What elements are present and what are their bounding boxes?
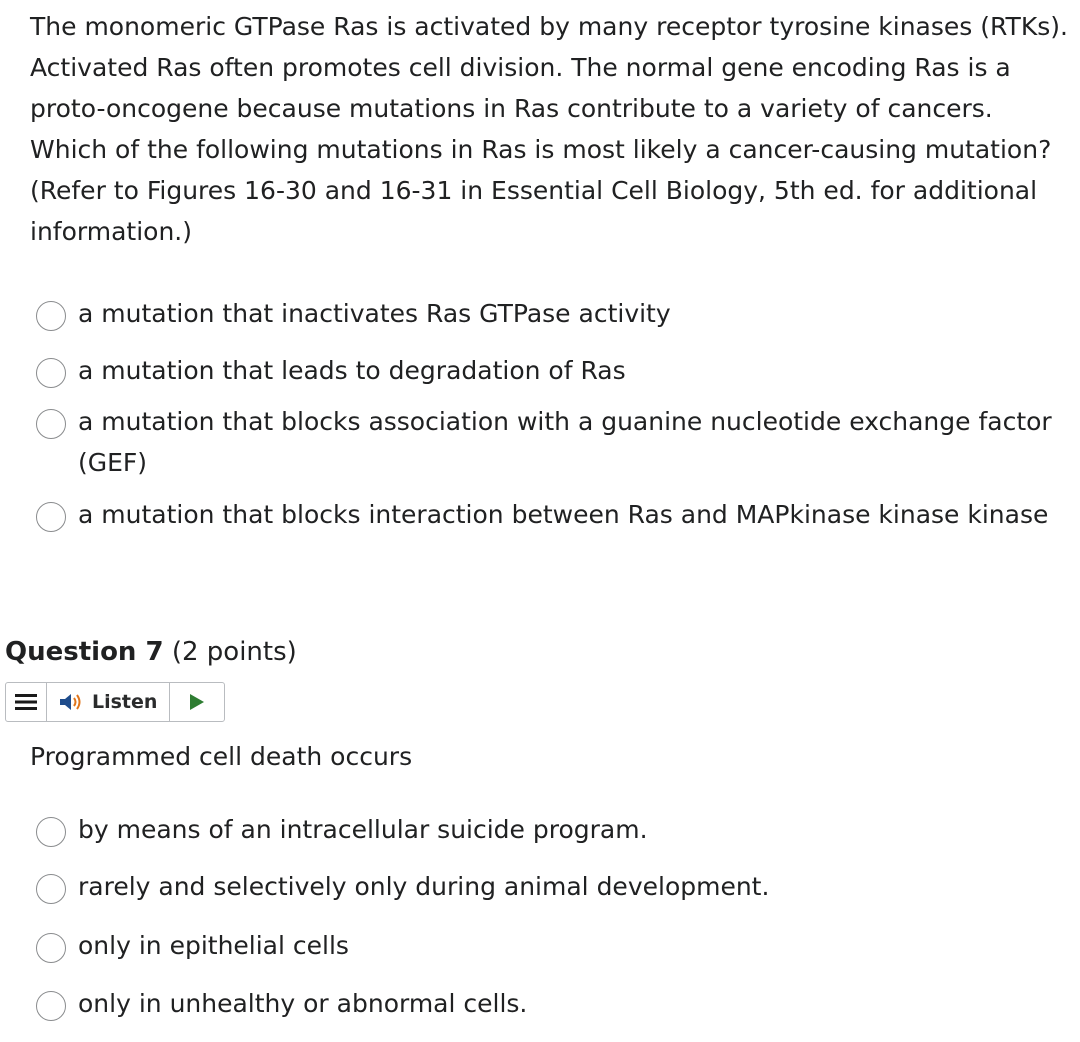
q6-choice-3[interactable] xyxy=(36,401,1076,483)
speaker-icon xyxy=(59,692,85,712)
q6-choice-4[interactable] xyxy=(36,494,1076,535)
radio-button[interactable] xyxy=(36,817,66,847)
choice-label: only in unhealthy or abnormal cells. xyxy=(78,989,528,1018)
choice-label: a mutation that blocks association with a guanine nucleotide exchange factor (GEF) xyxy=(78,407,1052,477)
q6-choice-1[interactable] xyxy=(36,293,1076,334)
hamburger-menu-icon xyxy=(15,693,37,711)
radio-button[interactable] xyxy=(36,991,66,1021)
radio-button[interactable] xyxy=(36,502,66,532)
radio-button[interactable] xyxy=(36,409,66,439)
q7-choice-3[interactable] xyxy=(36,925,1076,966)
listen-toolbar xyxy=(5,682,225,722)
q7-choice-2[interactable] xyxy=(36,866,1076,907)
menu-button[interactable] xyxy=(6,683,47,721)
q7-choice-1[interactable] xyxy=(36,809,1076,850)
listen-label: Listen xyxy=(92,691,158,713)
listen-button[interactable] xyxy=(47,683,170,721)
choice-label: a mutation that blocks interaction between Ras and MAPkinase kinase kinase xyxy=(78,500,1049,529)
play-icon xyxy=(189,693,205,711)
q7-choice-4[interactable] xyxy=(36,983,1076,1024)
choice-label: rarely and selectively only during animal development. xyxy=(78,872,770,901)
choice-label: by means of an intracellular suicide program. xyxy=(78,815,648,844)
question-number: Question 7 xyxy=(5,637,164,667)
play-button[interactable] xyxy=(170,683,224,721)
radio-button[interactable] xyxy=(36,358,66,388)
radio-button[interactable] xyxy=(36,301,66,331)
question-7-heading xyxy=(5,630,297,674)
question-7-prompt: Programmed cell death occurs xyxy=(30,742,413,771)
radio-button[interactable] xyxy=(36,933,66,963)
q6-choice-2[interactable] xyxy=(36,350,1076,391)
choice-label: only in epithelial cells xyxy=(78,931,349,960)
question-6-prompt: The monomeric GTPase Ras is activated by many receptor tyrosine kinases (RTKs). Activated Ras often promotes cell division. The normal gene encoding Ras is a proto-oncogene because mutations in Ras contribute to a variety of cancers. Which of the following mutations in Ras is most likely a cancer-causing mutation? (Refer to Figures 16-30 and 16-31 in Essential Cell Biology, 5th ed. for additional information.) xyxy=(30,12,1068,246)
question-points: (2 points) xyxy=(171,637,297,667)
choice-label: a mutation that leads to degradation of Ras xyxy=(78,356,626,385)
choice-label: a mutation that inactivates Ras GTPase activity xyxy=(78,299,671,328)
radio-button[interactable] xyxy=(36,874,66,904)
